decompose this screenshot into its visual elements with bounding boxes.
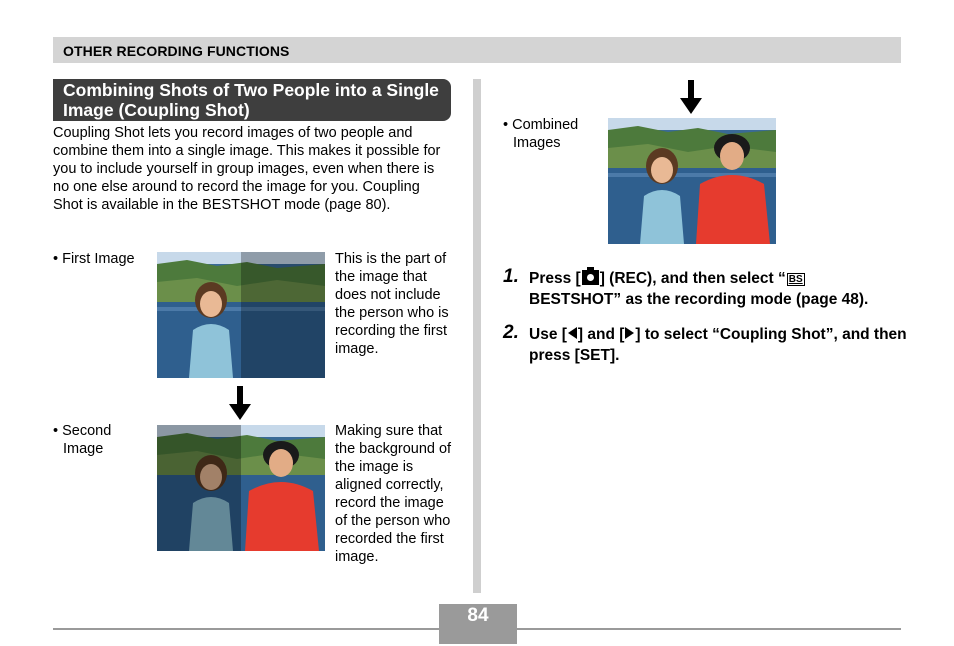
right-triangle-icon bbox=[625, 327, 634, 339]
section-title-bar bbox=[53, 79, 451, 121]
step-2-text-b: ] and [ bbox=[577, 326, 625, 343]
section-label: OTHER RECORDING FUNCTIONS bbox=[63, 43, 290, 59]
intro-paragraph: Coupling Shot lets you record images of two people and combine them into a single image. This makes it possible for you to include yourself in group images, even when there is no one else around to record the image for you. Coupling Shot is available in the BESTSHOT mode (page 80). bbox=[53, 125, 441, 213]
column-divider bbox=[473, 79, 481, 593]
page-number: 84 bbox=[439, 604, 517, 628]
first-image-photo bbox=[157, 252, 325, 378]
camera-icon bbox=[582, 270, 599, 285]
section-title: Combining Shots of Two People into a Single Image (Coupling Shot) bbox=[63, 80, 439, 120]
second-image-label-line2: Image bbox=[63, 441, 104, 457]
combined-image-photo bbox=[608, 118, 776, 244]
step-2-number: 2. bbox=[503, 322, 519, 343]
step-1-text-b: ] (REC), and then select “ bbox=[599, 270, 786, 287]
first-image-description: This is the part of the image that does not include the person who is recording the first image. bbox=[335, 251, 449, 357]
down-arrow-icon bbox=[229, 386, 251, 425]
second-image-label-line1: • Second bbox=[53, 423, 112, 439]
second-image-photo bbox=[157, 425, 325, 551]
second-image-label bbox=[53, 422, 111, 458]
bestshot-icon: BS bbox=[788, 274, 803, 285]
step-1-text-c: BESTSHOT” as the recording mode (page 48). bbox=[529, 291, 869, 308]
second-image-description: Making sure that the background of the image is aligned correctly, record the image of the person who recorded the first image. bbox=[335, 423, 452, 565]
left-triangle-icon bbox=[568, 327, 577, 339]
combined-images-label bbox=[503, 116, 578, 152]
step-1-number: 1. bbox=[503, 266, 519, 287]
first-image-label: • First Image bbox=[53, 251, 135, 267]
combined-label-line1: • Combined bbox=[503, 117, 579, 133]
page-number-tab bbox=[439, 630, 517, 644]
step-2-text bbox=[529, 324, 909, 366]
step-2-text-c: ] to select “Coupling Shot”, and then press [SET]. bbox=[529, 326, 907, 364]
step-1-text-a: Press [ bbox=[529, 270, 581, 287]
down-arrow-icon bbox=[680, 80, 702, 119]
step-1-text bbox=[529, 268, 909, 310]
header-bar bbox=[53, 37, 901, 63]
combined-label-line2: Images bbox=[513, 135, 561, 151]
step-2-text-a: Use [ bbox=[529, 326, 567, 343]
